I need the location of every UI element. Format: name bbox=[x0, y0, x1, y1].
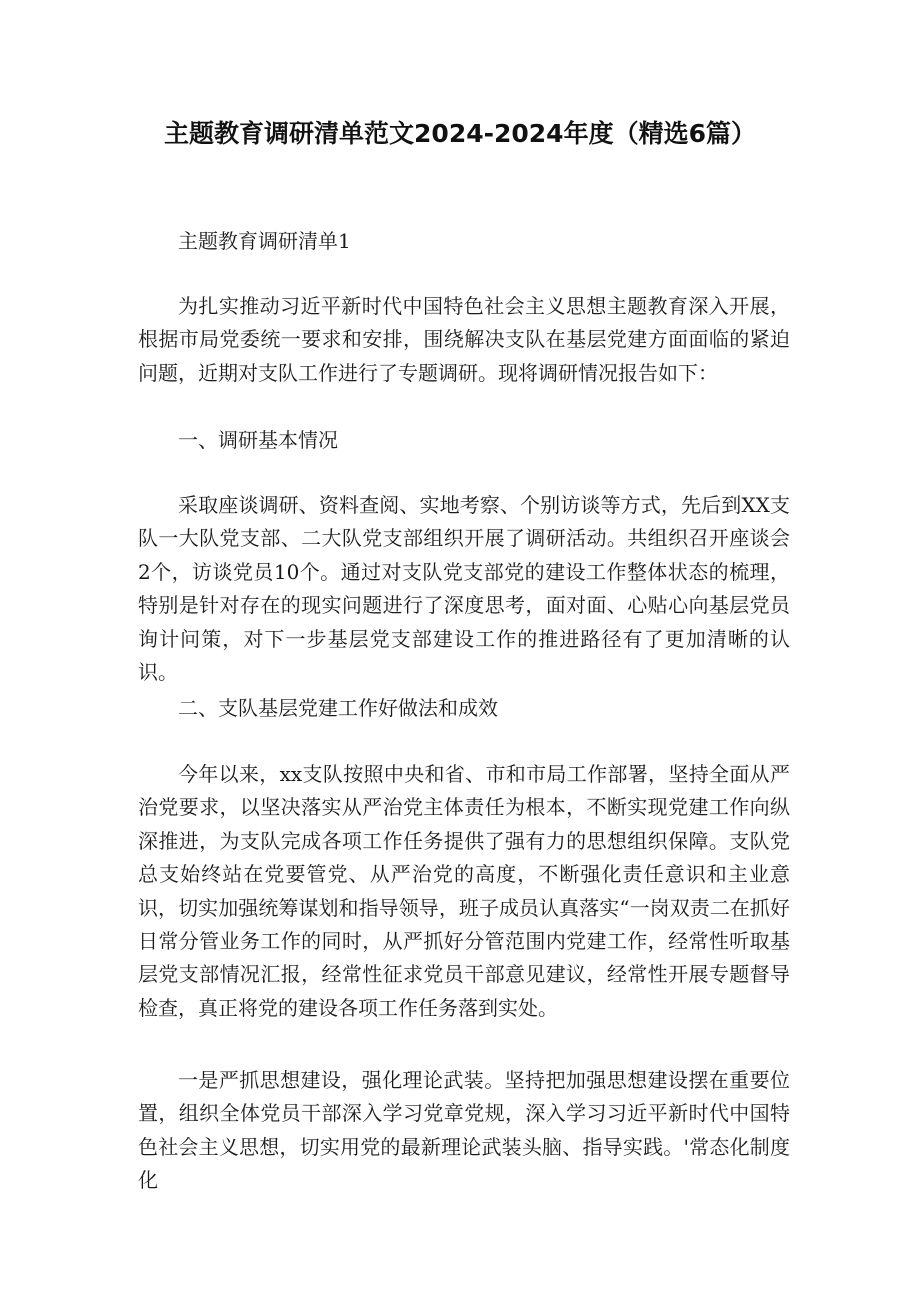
paragraph-achievements: 今年以来，xx支队按照中央和省、市和市局工作部署，坚持全面从严治党要求，以坚决落实从严治党主体责任为根本，不断实现党建工作向纵深推进，为支队完成各项工作任务提供了强有力的思想组织保障。支队党总支始终站在党要管党、从严治党的高度，不断强化责任意识和主业意识，切实加强统筹谋划和指导领导，班子成员认真落实“一岗双责二在抓好日常分管业务工作的同时，从严抓好分管范围内党建工作，经常性听取基层党支部情况汇报，经常性征求党员干部意见建议，经常性开展专题督导检查，真正将党的建设各项工作任务落到实处。 bbox=[138, 762, 790, 1020]
paragraph-basic-situation: 采取座谈调研、资料查阅、实地考察、个别访谈等方式，先后到XX支队一大队党支部、二大队党支部组织开展了调研活动。共组织召开座谈会2个，访谈党员10个。通过对支队党支部党的建设工作整体状态的梳理，特别是针对存在的现实问题进行了深度思考，面对面、心贴心向基层党员询计问策，对下一步基层党支部建设工作的推进路径有了更加清晰的认识。 bbox=[138, 493, 790, 685]
paragraph-point-1: 一是严抓思想建设，强化理论武装。坚持把加强思想建设摆在重要位置，组织全体党员干部深入学习党章党规，深入学习习近平新时代中国特色社会主义思想，切实用党的最新理论武装头脑、指导实践。'常态化制度化 bbox=[138, 1068, 790, 1193]
paragraph-intro: 为扎实推动习近平新时代中国特色社会主义思想主题教育深入开展，根据市局党委统一要求和安排，围绕解决支队在基层党建方面面临的紧迫问题，近期对支队工作进行了专题调研。现将调研情况报告如下： bbox=[138, 294, 790, 385]
section-label: 主题教育调研清单1 bbox=[178, 229, 351, 253]
heading-basic-situation: 一、调研基本情况 bbox=[178, 428, 338, 452]
heading-achievements: 二、支队基层党建工作好做法和成效 bbox=[178, 696, 498, 720]
document-title: 主题教育调研清单范文2024-2024年度（精选6篇） bbox=[164, 119, 756, 148]
